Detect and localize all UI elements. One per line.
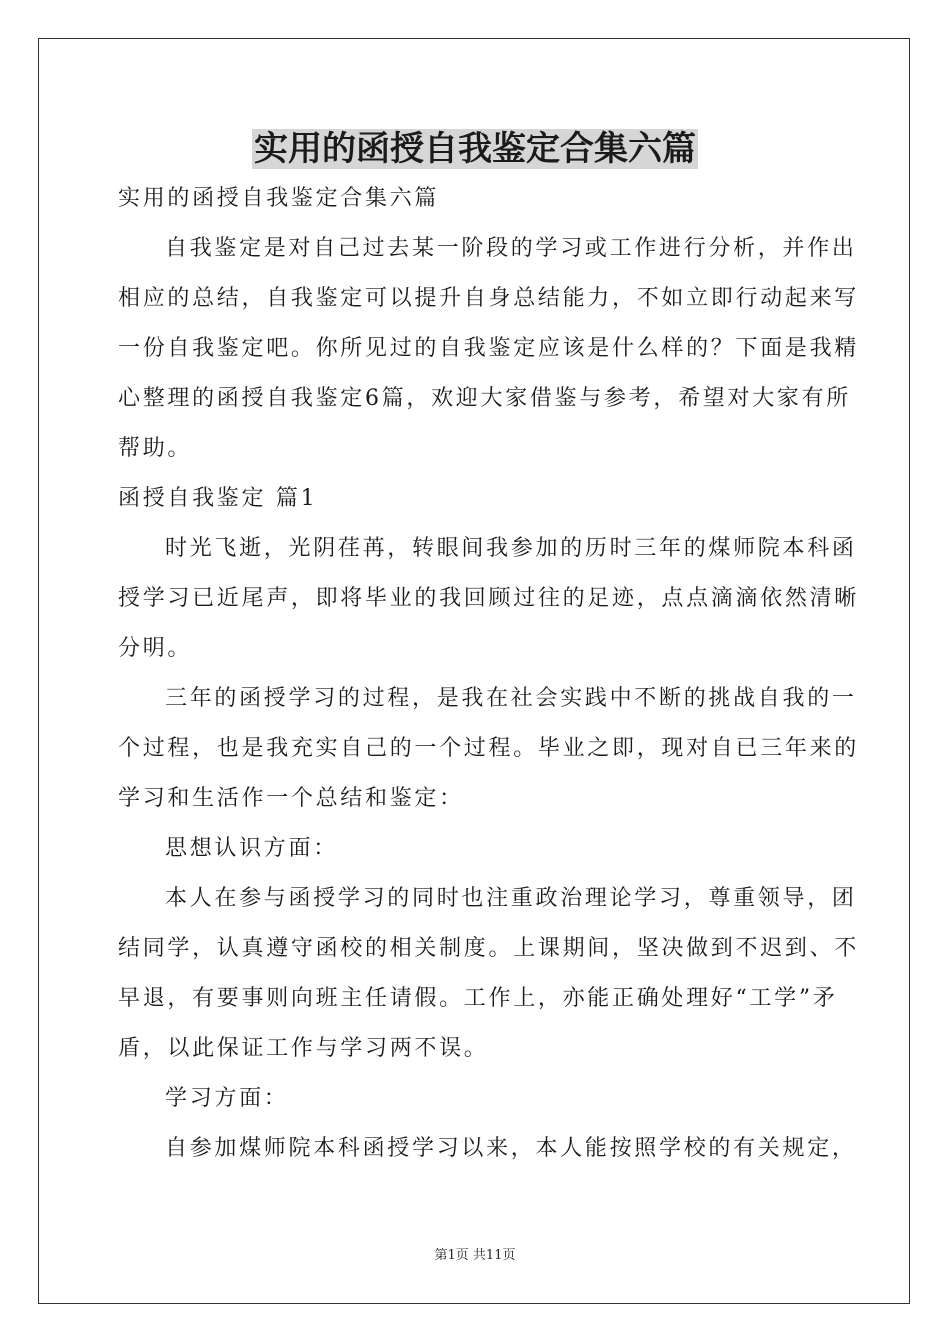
paragraph-line: 心整理的函授自我鉴定6篇，欢迎大家借鉴与参考，希望对大家有所 <box>118 386 851 411</box>
document-title <box>0 126 950 172</box>
paragraph-line: 帮助。 <box>118 436 193 461</box>
paragraph-line: 三年的函授学习的过程，是我在社会实践中不断的挑战自我的一 <box>165 686 857 711</box>
paragraph-line: 分明。 <box>118 636 193 661</box>
paragraph-line: 盾，以此保证工作与学习两不误。 <box>118 1036 489 1061</box>
document-body <box>118 174 860 1174</box>
paragraph-line: 时光飞逝，光阴荏苒，转眼间我参加的历时三年的煤师院本科函 <box>165 536 857 561</box>
paragraph-line: 相应的总结，自我鉴定可以提升自身总结能力，不如立即行动起来写 <box>118 286 860 311</box>
paragraph-line: 早退，有要事则向班主任请假。工作上，亦能正确处理好“工学”矛 <box>118 986 838 1011</box>
paragraph-line: 结同学，认真遵守函校的相关制度。上课期间，坚决做到不迟到、不 <box>118 936 860 961</box>
paragraph-line: 本人在参与函授学习的同时也注重政治理论学习，尊重领导，团 <box>165 886 857 911</box>
subheading-line: 学习方面： <box>165 1086 289 1111</box>
page-footer <box>0 1246 950 1266</box>
page-number-label: 第1页 共11页 <box>434 1248 516 1263</box>
paragraph-line: 一份自我鉴定吧。你所见过的自我鉴定应该是什么样的？下面是我精 <box>118 336 860 361</box>
paragraph-line: 个过程，也是我充实自己的一个过程。毕业之即，现对自已三年来的 <box>118 736 860 761</box>
paragraph-line: 实用的函授自我鉴定合集六篇 <box>118 186 440 211</box>
document-title-text: 实用的函授自我鉴定合集六篇 <box>254 129 696 169</box>
section-heading: 函授自我鉴定 篇1 <box>118 486 318 511</box>
paragraph-line: 授学习已近尾声，即将毕业的我回顾过往的足迹，点点滴滴依然清晰 <box>118 586 860 611</box>
paragraph-line: 自参加煤师院本科函授学习以来，本人能按照学校的有关规定， <box>165 1136 857 1161</box>
paragraph-line: 自我鉴定是对自己过去某一阶段的学习或工作进行分析，并作出 <box>165 236 857 261</box>
subheading-line: 思想认识方面： <box>165 836 338 861</box>
paragraph-line: 学习和生活作一个总结和鉴定： <box>118 786 464 811</box>
